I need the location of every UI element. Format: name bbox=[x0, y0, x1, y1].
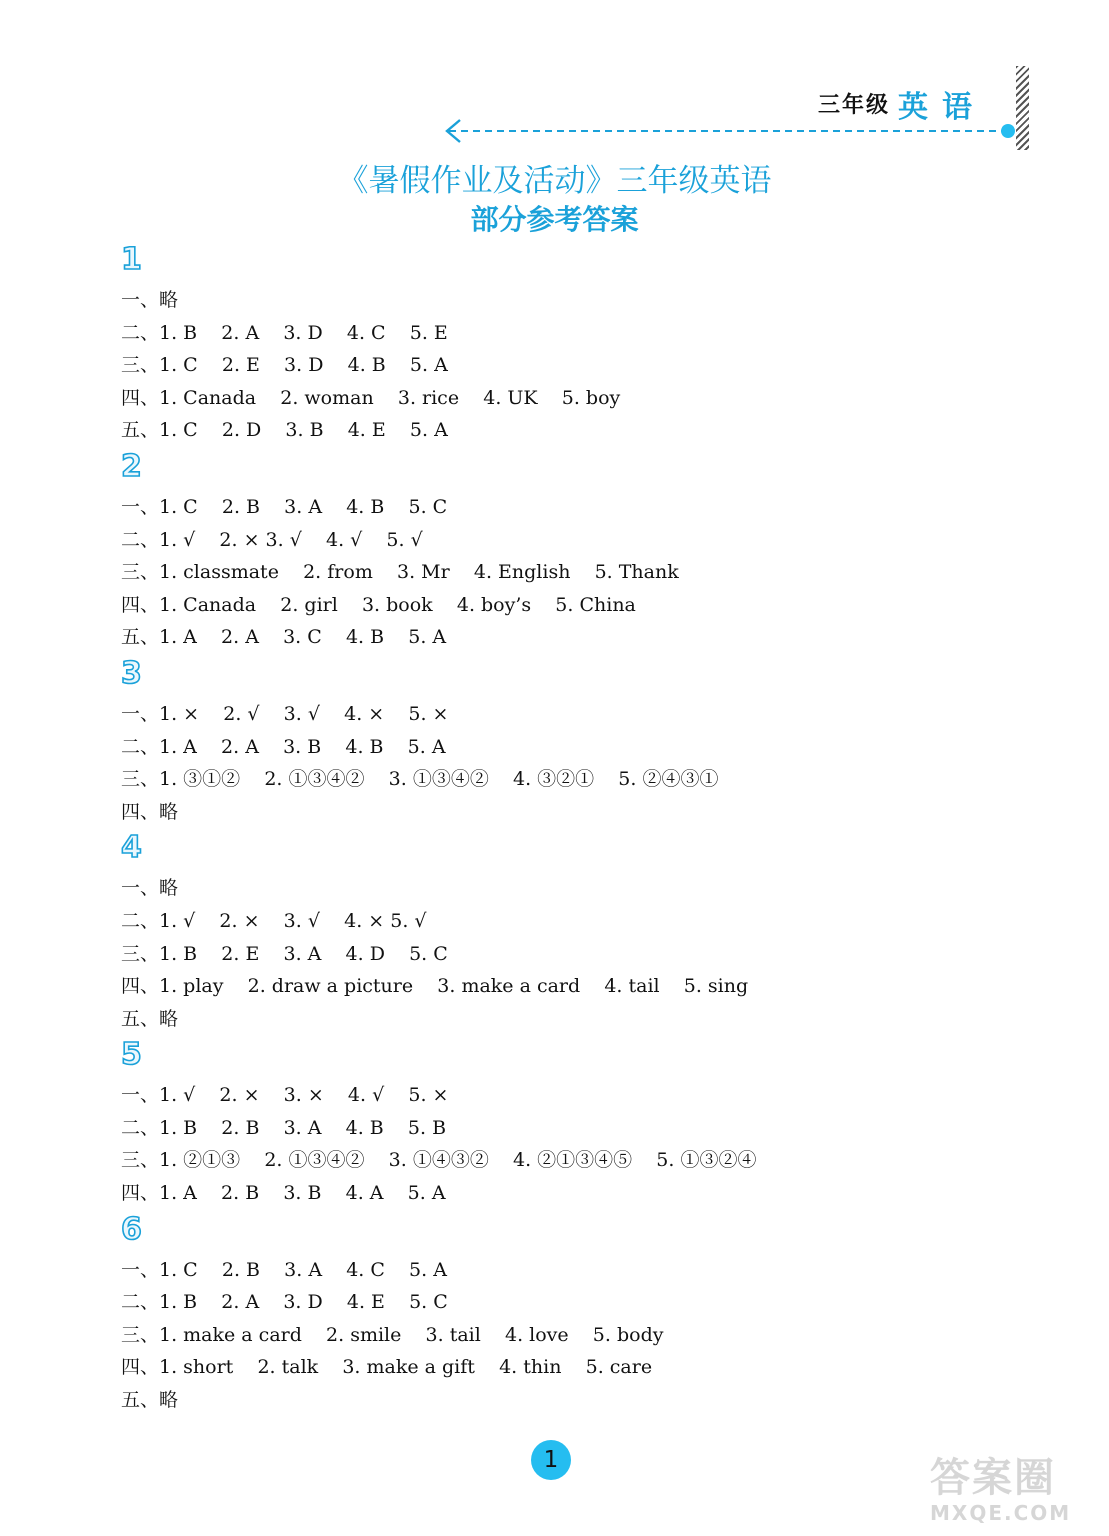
answer-line: 二、1. B 2. B 3. A 4. B 5. B bbox=[121, 1116, 447, 1139]
answer-line: 四、1. Canada 2. girl 3. book 4. boy’s 5. China bbox=[121, 593, 636, 616]
watermark-url: MXQE.COM bbox=[930, 1501, 1072, 1525]
page-number-badge: 1 bbox=[531, 1440, 571, 1480]
answer-line: 五、1. A 2. A 3. C 4. B 5. A bbox=[121, 626, 447, 649]
answer-line: 三、1. classmate 2. from 3. Mr 4. English 5. Thank bbox=[121, 561, 679, 584]
answer-line: 四、1. short 2. talk 3. make a gift 4. thin 5. care bbox=[121, 1356, 653, 1379]
watermark-main: 答案圈 bbox=[930, 1455, 1056, 1501]
answer-content bbox=[121, 240, 1021, 1417]
section-number: 5 bbox=[121, 1037, 142, 1073]
section-number: 4 bbox=[121, 830, 142, 866]
answer-line: 三、1. ③①② 2. ①③④② 3. ①③④② 4. ③②① 5. ②④③① bbox=[121, 768, 719, 791]
header-dashed-arrow bbox=[0, 0, 1109, 160]
answer-line: 五、略 bbox=[121, 1007, 179, 1030]
answer-line: 三、1. ②①③ 2. ①③④② 3. ①④③② 4. ②①③④⑤ 5. ①③②④ bbox=[121, 1149, 757, 1172]
answer-line: 五、1. C 2. D 3. B 4. E 5. A bbox=[121, 419, 448, 442]
answer-line: 一、1. √ 2. × 3. × 4. √ 5. × bbox=[121, 1084, 449, 1107]
page-title: 《暑假作业及活动》三年级英语 bbox=[337, 163, 772, 199]
answer-line: 一、略 bbox=[121, 877, 179, 900]
section-number: 3 bbox=[121, 655, 142, 691]
answer-line: 二、1. √ 2. × 3. √ 4. × 5. √ bbox=[121, 909, 427, 932]
section-number: 6 bbox=[121, 1211, 142, 1247]
answer-line: 二、1. A 2. A 3. B 4. B 5. A bbox=[121, 735, 446, 758]
answer-line: 四、略 bbox=[121, 800, 179, 823]
answer-line: 一、1. × 2. √ 3. √ 4. × 5. × bbox=[121, 702, 449, 725]
header-grade: 三年级 bbox=[818, 93, 891, 118]
section-number: 1 bbox=[121, 242, 142, 277]
answer-line: 二、1. B 2. A 3. D 4. C 5. E bbox=[121, 321, 448, 344]
answer-line: 三、1. B 2. E 3. A 4. D 5. C bbox=[121, 942, 448, 965]
answer-line: 一、1. C 2. B 3. A 4. B 5. C bbox=[121, 495, 448, 518]
section-number: 2 bbox=[121, 448, 142, 484]
answer-line: 四、1. A 2. B 3. B 4. A 5. A bbox=[121, 1182, 446, 1205]
watermark bbox=[930, 1455, 1100, 1530]
answer-line: 一、1. C 2. B 3. A 4. C 5. A bbox=[121, 1258, 447, 1281]
answer-line: 三、1. C 2. E 3. D 4. B 5. A bbox=[121, 354, 448, 377]
header-subject: 英语 bbox=[898, 90, 986, 125]
line-end-dot bbox=[1001, 124, 1015, 138]
answer-line: 三、1. make a card 2. smile 3. tail 4. love 5. body bbox=[121, 1323, 664, 1346]
answer-line: 五、略 bbox=[121, 1389, 179, 1412]
answer-line: 四、1. Canada 2. woman 3. rice 4. UK 5. boy bbox=[121, 386, 621, 409]
answer-line: 二、1. √ 2. × 3. √ 4. √ 5. √ bbox=[121, 528, 423, 551]
answer-line: 二、1. B 2. A 3. D 4. E 5. C bbox=[121, 1291, 448, 1314]
page-subtitle: 部分参考答案 bbox=[470, 203, 639, 236]
answer-line: 四、1. play 2. draw a picture 3. make a card 4. tail 5. sing bbox=[121, 975, 749, 998]
answer-line: 一、略 bbox=[121, 289, 179, 311]
